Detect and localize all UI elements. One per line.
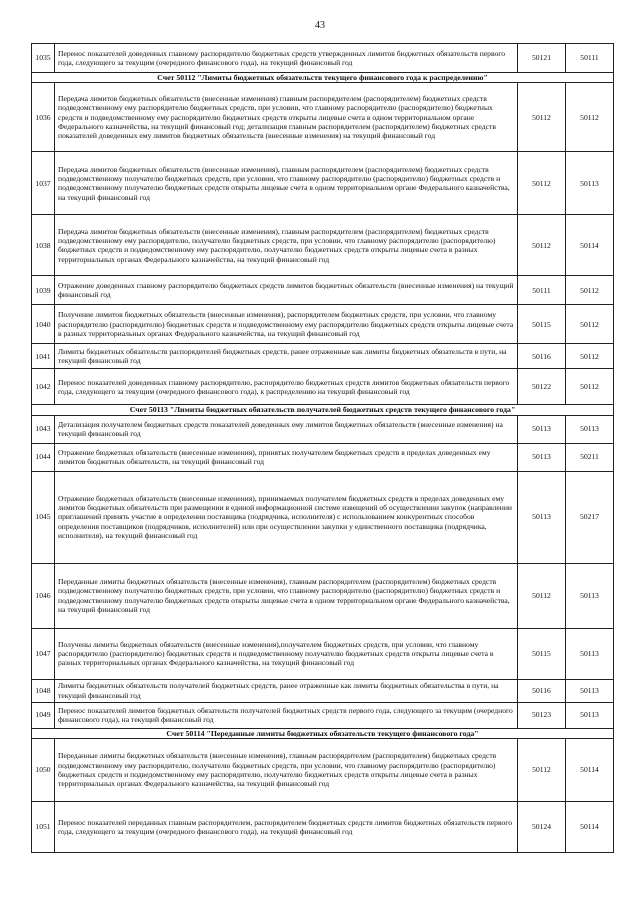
credit-account: 50113 bbox=[566, 628, 614, 679]
entry-description: Отражение доведенных главному распорядителю бюджетных средств лимитов бюджетных обязательств (внесенные изменения) на текущий финансовый год bbox=[55, 276, 518, 305]
entry-number: 1044 bbox=[32, 443, 55, 471]
credit-account: 50112 bbox=[566, 369, 614, 405]
entry-description: Перенос показателей доведенных главному распорядителю, распорядителю бюджетных средств лимитов бюджетных обязательств первого года, следующего за текущим (очередного финансового года), к распределению на текущий финансовый год bbox=[55, 369, 518, 405]
debit-account: 50124 bbox=[518, 801, 566, 852]
entry-row bbox=[32, 628, 614, 679]
entry-description: Перенос показателей лимитов бюджетных обязательств получателей бюджетных средств первого года, следующего за текущим (очередного финансового года), на текущий финансовый год bbox=[55, 702, 518, 728]
credit-account: 50112 bbox=[566, 305, 614, 344]
entry-number: 1045 bbox=[32, 471, 55, 563]
credit-account: 50113 bbox=[566, 563, 614, 628]
section-header-row bbox=[32, 728, 614, 738]
entry-number: 1047 bbox=[32, 628, 55, 679]
entry-row bbox=[32, 44, 614, 73]
entry-row bbox=[32, 152, 614, 215]
entry-number: 1039 bbox=[32, 276, 55, 305]
entry-description: Отражение бюджетных обязательств (внесенные изменения), принимаемых получателем бюджетных средств в пределах доведенных ему лимитов бюджетных обязательств при размещении в единой информационной системе извещений об осуществлении закупок (направлении приглашений принять участие в определении поставщика (подрядчика, исполнителя) с использованием конкурентных способов определения поставщиков (подрядчиков, исполнителей) или при осуществлении закупки у единственного поставщика (подрядчика, исполнителя), на текущий финансовый год bbox=[55, 471, 518, 563]
accounting-entries-table bbox=[31, 43, 614, 853]
entry-row bbox=[32, 305, 614, 344]
entry-number: 1048 bbox=[32, 679, 55, 702]
debit-account: 50112 bbox=[518, 738, 566, 801]
entry-number: 1040 bbox=[32, 305, 55, 344]
entry-row bbox=[32, 369, 614, 405]
debit-account: 50115 bbox=[518, 628, 566, 679]
debit-account: 50112 bbox=[518, 152, 566, 215]
entry-description: Передача лимитов бюджетных обязательств (внесенные изменения), главным распорядителем (распорядителем) бюджетных средств подведомственному получателю бюджетных средств, при условии, что главному распорядителю (распорядителю) бюджетных средств и подведомственному получателю бюджетных средств открыты лицевые счета в одном территориальном органе Федерального казначейства, на текущий финансовый год bbox=[55, 152, 518, 215]
section-title: Счет 50112 "Лимиты бюджетных обязательств текущего финансового года к распределению" bbox=[32, 73, 614, 83]
credit-account: 50111 bbox=[566, 44, 614, 73]
credit-account: 50217 bbox=[566, 471, 614, 563]
entry-row bbox=[32, 276, 614, 305]
debit-account: 50121 bbox=[518, 44, 566, 73]
entry-number: 1038 bbox=[32, 215, 55, 276]
entry-number: 1043 bbox=[32, 415, 55, 443]
debit-account: 50116 bbox=[518, 679, 566, 702]
entry-number: 1051 bbox=[32, 801, 55, 852]
credit-account: 50114 bbox=[566, 738, 614, 801]
debit-account: 50112 bbox=[518, 83, 566, 152]
debit-account: 50111 bbox=[518, 276, 566, 305]
entry-row bbox=[32, 563, 614, 628]
debit-account: 50113 bbox=[518, 443, 566, 471]
entry-row bbox=[32, 471, 614, 563]
entry-row bbox=[32, 702, 614, 728]
debit-account: 50113 bbox=[518, 415, 566, 443]
entry-number: 1037 bbox=[32, 152, 55, 215]
entry-description: Детализация получателем бюджетных средств показателей доведенных ему лимитов бюджетных обязательств (внесенные изменения) на текущий финансовый год bbox=[55, 415, 518, 443]
credit-account: 50112 bbox=[566, 276, 614, 305]
entry-description: Передача лимитов бюджетных обязательств (внесенные изменения), главным распорядителем (распорядителем) бюджетных средств подведомственному ему распорядителю, получателю бюджетных средств, при условии, что главному распорядителю (распорядителю) бюджетных средств и подведомственному ему распорядителю, получателю бюджетных средств открыты лицевые счета в разных территориальных органах Федерального казначейства, на текущий финансовый год bbox=[55, 215, 518, 276]
entry-number: 1035 bbox=[32, 44, 55, 73]
entry-description: Отражение бюджетных обязательств (внесенные изменения), принятых получателем бюджетных средств в пределах доведенных ему лимитов бюджетных обязательств, на текущий финансовый год bbox=[55, 443, 518, 471]
entry-row bbox=[32, 83, 614, 152]
credit-account: 50113 bbox=[566, 152, 614, 215]
section-title: Счет 50114 "Переданные лимиты бюджетных обязательств текущего финансового года" bbox=[32, 728, 614, 738]
entry-row bbox=[32, 679, 614, 702]
credit-account: 50211 bbox=[566, 443, 614, 471]
entry-description: Лимиты бюджетных обязательств распорядителей бюджетных средств, ранее отраженные как лимиты бюджетных обязательств в пути, на текущий финансовый год bbox=[55, 344, 518, 369]
entry-row bbox=[32, 801, 614, 852]
entry-description: Получение лимитов бюджетных обязательств (внесенные изменения), распорядителем бюджетных средств, при условии, что главному распорядителю (распорядителю) бюджетных средств и подведомственному ему распорядителю бюджетных средств открыты лицевые счета в разных территориальных органах Федерального казначейства, на текущий финансовый год bbox=[55, 305, 518, 344]
entry-description: Переданные лимиты бюджетных обязательств (внесенные изменения), главным распорядителем (распорядителем) бюджетных средств подведомственному получателю бюджетных средств, при условии, что главному распорядителю (распорядителю) бюджетных средств и подведомственному получателю бюджетных средств открыты лицевые счета в одном территориальном органе Федерального казначейства, на текущий финансовый год bbox=[55, 563, 518, 628]
credit-account: 50112 bbox=[566, 83, 614, 152]
entry-row bbox=[32, 215, 614, 276]
debit-account: 50122 bbox=[518, 369, 566, 405]
credit-account: 50112 bbox=[566, 344, 614, 369]
entry-number: 1049 bbox=[32, 702, 55, 728]
credit-account: 50113 bbox=[566, 415, 614, 443]
section-header-row bbox=[32, 73, 614, 83]
entry-description: Лимиты бюджетных обязательств получателей бюджетных средств, ранее отраженные как лимиты бюджетных обязательства в пути, на текущий финансовый год bbox=[55, 679, 518, 702]
entry-number: 1050 bbox=[32, 738, 55, 801]
entry-description: Передача лимитов бюджетных обязательств (внесенные изменения) главным распорядителем (распорядителем) бюджетных средств подведомственному ему распорядителю бюджетных средств, при условии, что главному распорядителю (распорядителю) бюджетных средств и подведомственному ему распорядителю бюджетных средств открыты лицевые счета в одном территориальном органе Федерального казначейства, на текущий финансовый год; детализация главным распорядителем (распорядителем) бюджетных средств показателей доведенных ему лимитов бюджетных обязательств (внесенные изменения) на текущий финансовый год bbox=[55, 83, 518, 152]
section-title: Счет 50113 "Лимиты бюджетных обязательств получателей бюджетных средств текущего финансового года" bbox=[32, 405, 614, 415]
credit-account: 50114 bbox=[566, 215, 614, 276]
entry-row bbox=[32, 738, 614, 801]
debit-account: 50116 bbox=[518, 344, 566, 369]
entry-description: Перенос показателей доведенных главному распорядителю бюджетных средств утвержденных лимитов бюджетных обязательств первого года, следующего за текущим (очередного финансового года), на текущий финансовый год bbox=[55, 44, 518, 73]
entry-number: 1046 bbox=[32, 563, 55, 628]
entry-number: 1042 bbox=[32, 369, 55, 405]
entry-row bbox=[32, 443, 614, 471]
credit-account: 50113 bbox=[566, 702, 614, 728]
credit-account: 50114 bbox=[566, 801, 614, 852]
entry-number: 1041 bbox=[32, 344, 55, 369]
page-number: 43 bbox=[315, 20, 325, 31]
debit-account: 50112 bbox=[518, 215, 566, 276]
entry-description: Перенос показателей переданных главным распорядителем, распорядителем бюджетных средств лимитов бюджетных обязательств первого года, следующего за текущим (очередного финансового года), на текущий финансовый год bbox=[55, 801, 518, 852]
entry-number: 1036 bbox=[32, 83, 55, 152]
debit-account: 50113 bbox=[518, 471, 566, 563]
credit-account: 50113 bbox=[566, 679, 614, 702]
entry-row bbox=[32, 415, 614, 443]
entry-description: Получены лимиты бюджетных обязательств (внесенные изменения),получателем бюджетных средств, при условии, что главному распорядителю (распорядителю) бюджетных средств и подведомственному получателю бюджетных средств открыты лицевые счета в разных территориальных органах Федерального казначейства, на текущий финансовый год bbox=[55, 628, 518, 679]
debit-account: 50115 bbox=[518, 305, 566, 344]
debit-account: 50123 bbox=[518, 702, 566, 728]
section-header-row bbox=[32, 405, 614, 415]
entry-row bbox=[32, 344, 614, 369]
entry-description: Переданные лимиты бюджетных обязательств (внесенные изменения), главным распорядителем (распорядителем) бюджетных средств подведомственному ему распорядителю, получателю бюджетных средств, при условии, что главному распорядителю (распорядителю) бюджетных средств и подведомственному ему распорядителю, получателю бюджетных средств открыты лицевые счета в разных территориальных органах Федерального казначейства, на текущий финансовый год bbox=[55, 738, 518, 801]
debit-account: 50112 bbox=[518, 563, 566, 628]
